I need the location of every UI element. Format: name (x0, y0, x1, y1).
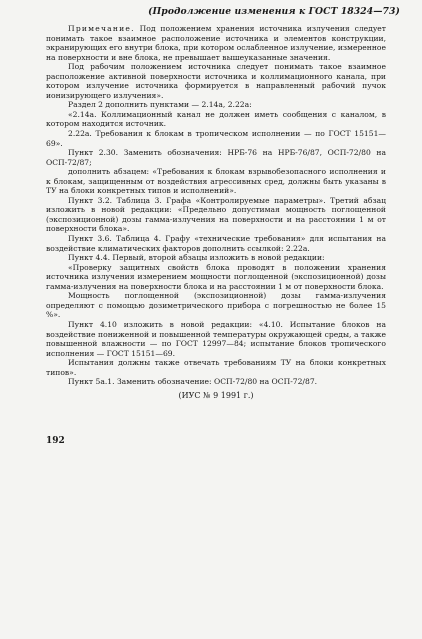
page-header: (Продолжение изменения к ГОСТ 18324—73) (148, 6, 400, 17)
publication-reference: (ИУС № 9 1991 г.) (178, 390, 254, 400)
note-lead: Примечание. (68, 24, 135, 33)
paragraph: дополнить абзацем: «Требования к блокам взрывобезопасного исполнения и к блокам, защищенным от воздействия агрессивных сред, должны быть указаны в ТУ на блоки конкретных типов и исполнений». (46, 167, 386, 196)
paragraph-note (46, 24, 386, 62)
paragraph: Мощность поглощенной (экспозиционной) дозы гамма-излучения определяют с помощью дозиметрического прибора с погрешностью не более 15 %». (46, 291, 386, 320)
paragraph: Пункт 4.10 изложить в новой редакции: «4.10. Испытание блоков на воздействие пониженной и повышенной температуры окружающей среды, а также повышенной влажности — по ГОСТ 12997—84; испытание блоков тропического исполнения — ГОСТ 15151—69. (46, 319, 386, 358)
paragraph: Раздел 2 дополнить пунктами — 2.14а, 2.22а: (68, 100, 252, 110)
paragraph: 2.22а. Требования к блокам в тропическом исполнении — по ГОСТ 15151—69». (46, 129, 386, 148)
page-number: 192 (46, 436, 65, 446)
paragraph: Под рабочим положением источника следует понимать такое взаимное расположение активной поверхности источника и коллимационного канала, при котором излучение источника формируется в направленный рабочий пучок ионизирующего излучения». (46, 62, 386, 100)
paragraph: Пункт 3.2. Таблица 3. Графа «Контролируемые параметры». Третий абзац изложить в новой редакции: «Предельно допустимая мощность поглощенной (экспозиционной) дозы гамма-излучения на поверхности и на расстоянии 1 м от поверхности блока». (46, 195, 386, 234)
paragraph: Пункт 2.30. Заменить обозначения: НРБ-76 на НРБ-76/87, ОСП-72/80 на ОСП-72/87; (46, 148, 386, 167)
paragraph: Испытания должны также отвечать требованиям ТУ на блоки конкретных типов». (46, 358, 386, 377)
paragraph: Пункт 4.4. Первый, второй абзацы изложить в новой редакции: (68, 253, 325, 263)
paragraph-text: Под положением хранения источника излучения следует понимать такое взаимное расположение источника и элементов конструкции, экранирующих его внутри блока, при котором ослабленное излучение, измеренное на поверхности и вне блока, не превышает вышеуказанные значения. (46, 24, 386, 62)
paragraph: «Проверку защитных свойств блока проводят в положении хранения источника излучения измерением мощности поглощенной (экспозиционной) дозы гамма-излучения на поверхности блока и на расстоянии 1 м от поверхности блока. (46, 262, 386, 291)
paragraph: Пункт 5а.1. Заменить обозначение: ОСП-72/80 на ОСП-72/87. (68, 377, 318, 387)
document-body (46, 24, 386, 400)
paragraph: «2.14а. Коллимационный канал не должен иметь сообщения с каналом, в котором находится источник. (46, 109, 386, 129)
paragraph: Пункт 3.6. Таблица 4. Графу «технические требования» для испытания на воздействие климатических факторов дополнить ссылкой: 2.22а. (46, 234, 386, 253)
